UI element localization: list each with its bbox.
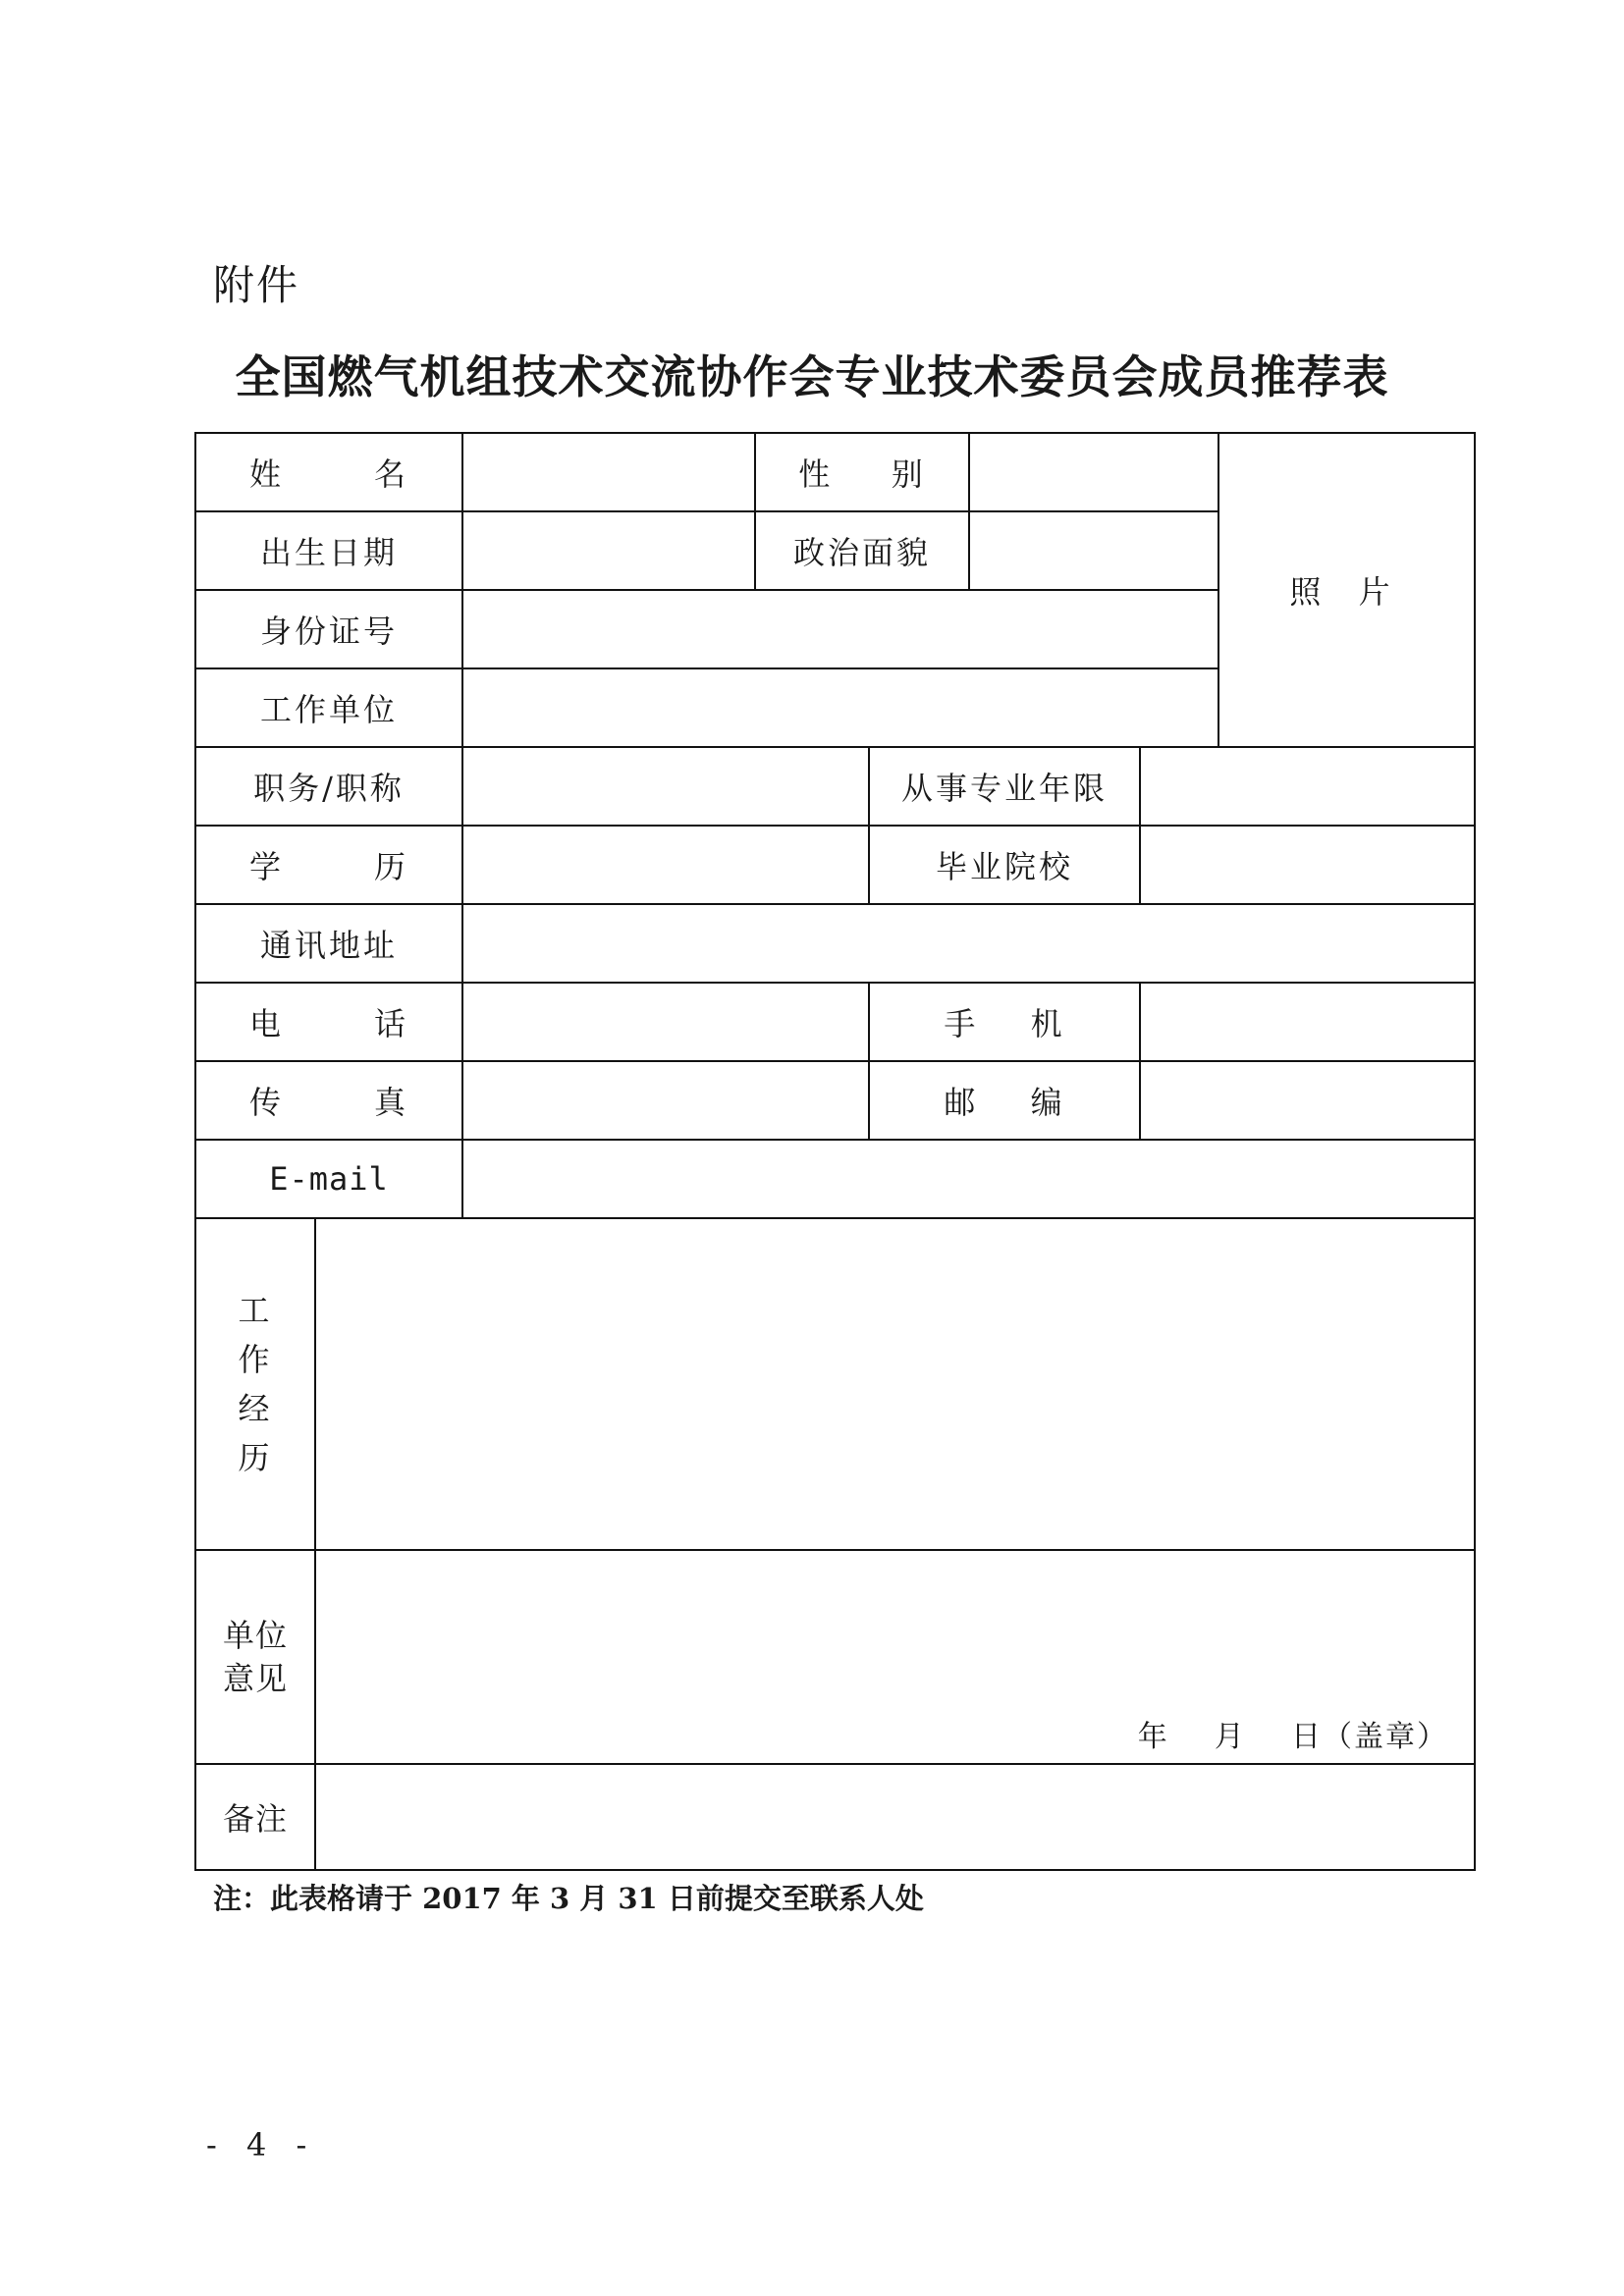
politics-label-cell — [754, 510, 970, 591]
remarks-input[interactable] — [314, 1763, 1476, 1871]
phone-label: 电 话 — [249, 1005, 408, 1042]
postcode-label-cell — [868, 1060, 1141, 1141]
birth-input[interactable] — [461, 510, 756, 591]
id-label: 身份证号 — [259, 613, 398, 650]
photo-label: 照 片 — [1289, 573, 1404, 611]
fax-label-cell — [194, 1060, 463, 1141]
unit-opinion-label-cell — [194, 1549, 316, 1765]
address-input[interactable] — [461, 903, 1476, 984]
recommendation-form — [194, 432, 1476, 1871]
politics-input[interactable] — [968, 510, 1219, 591]
school-input[interactable] — [1139, 825, 1476, 905]
work-history-input[interactable] — [314, 1217, 1476, 1551]
page-number: - 4 - — [206, 2126, 317, 2163]
years-label-cell — [868, 746, 1141, 827]
submission-note: 注：此表格请于 2017 年 3 月 31 日前提交至联系人处 — [213, 1882, 924, 1915]
name-input[interactable] — [461, 432, 756, 512]
birth-label-cell — [194, 510, 463, 591]
document-title: 全国燃气机组技术交流协作会专业技术委员会成员推荐表 — [235, 350, 1389, 403]
gender-label: 性 别 — [798, 455, 926, 493]
position-label: 职务/职称 — [253, 770, 405, 807]
mobile-input[interactable] — [1139, 982, 1476, 1062]
mobile-label: 手 机 — [944, 1005, 1065, 1042]
postcode-label: 邮 编 — [944, 1084, 1065, 1121]
employer-label: 工作单位 — [259, 691, 398, 728]
education-input[interactable] — [461, 825, 870, 905]
date-seal-line: 年 月 日（盖章） — [1137, 1720, 1448, 1754]
position-label-cell — [194, 746, 463, 827]
postcode-input[interactable] — [1139, 1060, 1476, 1141]
phone-input[interactable] — [461, 982, 870, 1062]
fax-label: 传 真 — [249, 1084, 408, 1121]
address-label-cell — [194, 903, 463, 984]
education-label: 学 历 — [249, 848, 408, 885]
employer-input[interactable] — [461, 667, 1219, 748]
school-label-cell — [868, 825, 1141, 905]
remarks-label: 备注 — [222, 1800, 288, 1838]
email-input[interactable] — [461, 1139, 1476, 1219]
years-label: 从事专业年限 — [900, 770, 1108, 807]
birth-label: 出生日期 — [259, 534, 398, 571]
gender-input[interactable] — [968, 432, 1219, 512]
address-label: 通讯地址 — [259, 927, 398, 964]
mobile-label-cell — [868, 982, 1141, 1062]
unit-opinion-label: 单位 意见 — [222, 1617, 288, 1697]
fax-input[interactable] — [461, 1060, 870, 1141]
gender-label-cell — [754, 432, 970, 512]
id-input[interactable] — [461, 589, 1219, 669]
name-label: 姓 名 — [249, 455, 408, 493]
name-label-cell — [194, 432, 463, 512]
position-input[interactable] — [461, 746, 870, 827]
remarks-label-cell — [194, 1763, 316, 1871]
education-label-cell — [194, 825, 463, 905]
school-label: 毕业院校 — [935, 848, 1073, 885]
phone-label-cell — [194, 982, 463, 1062]
employer-label-cell — [194, 667, 463, 748]
email-label-cell — [194, 1139, 463, 1219]
years-input[interactable] — [1139, 746, 1476, 827]
photo-box[interactable] — [1218, 432, 1476, 748]
email-label: E-mail — [269, 1160, 389, 1198]
unit-opinion-input[interactable] — [314, 1549, 1476, 1765]
politics-label: 政治面貌 — [792, 534, 931, 571]
work-history-label: 工 作 经 历 — [238, 1292, 273, 1476]
id-label-cell — [194, 589, 463, 669]
work-history-label-cell — [194, 1217, 316, 1551]
attachment-label: 附件 — [213, 261, 300, 309]
